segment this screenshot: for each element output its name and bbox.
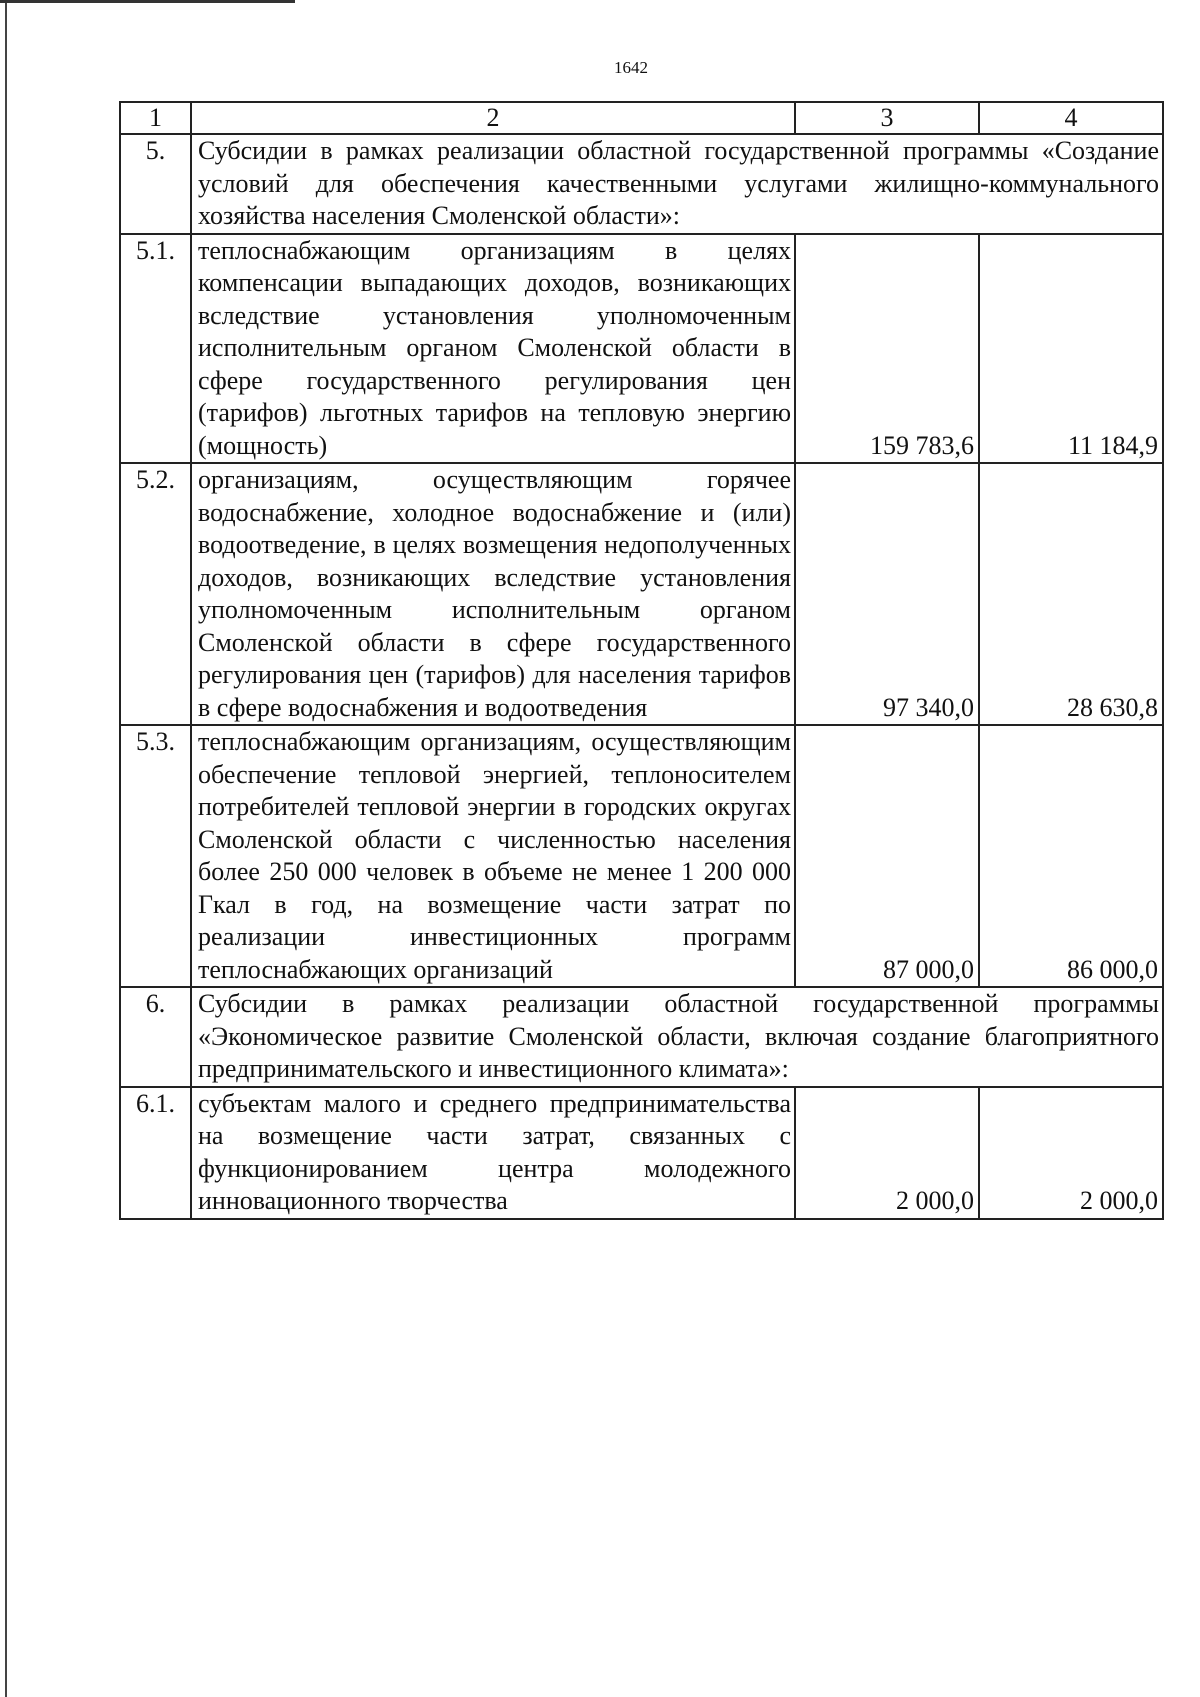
- row-description: субъектам малого и среднего предпринимательства на возмещение части затрат, связанных с функционированием центра молодежного инновационного творчества: [191, 1087, 795, 1219]
- row-section-title: Субсидии в рамках реализации областной государственной программы «Создание условий для обеспечения качественными услугами жилищно-коммунального хозяйства населения Смоленской области»:: [191, 134, 1163, 234]
- row-number: 5.3.: [120, 725, 191, 987]
- table-header-row: [120, 102, 1163, 134]
- table-row: [120, 134, 1163, 234]
- header-col-2: 2: [191, 102, 795, 134]
- row-value-col3: 2 000,0: [795, 1087, 979, 1219]
- subsidies-table: [119, 101, 1164, 1220]
- row-value-col3: 87 000,0: [795, 725, 979, 987]
- header-col-1: 1: [120, 102, 191, 134]
- row-description: теплоснабжающим организациям, осуществляющим обеспечение тепловой энергией, теплоносителем потребителей тепловой энергии в городских округах Смоленской области с численностью населения более 250 000 человек в объеме не менее 1 200 000 Гкал в год, на возмещение части затрат по реализации инвестиционных программ теплоснабжающих организаций: [191, 725, 795, 987]
- table-row: [120, 987, 1163, 1087]
- page-number: 1642: [614, 58, 648, 77]
- row-value-col3: 97 340,0: [795, 463, 979, 725]
- row-value-col3: 159 783,6: [795, 234, 979, 464]
- row-value-col4: 28 630,8: [979, 463, 1163, 725]
- header-col-4: 4: [979, 102, 1163, 134]
- row-value-col4: 2 000,0: [979, 1087, 1163, 1219]
- row-description: теплоснабжающим организациям в целях компенсации выпадающих доходов, возникающих вследствие установления уполномоченным исполнительным органом Смоленской области в сфере государственного регулирования цен (тарифов) льготных тарифов на тепловую энергию (мощность): [191, 234, 795, 464]
- table-row: [120, 463, 1163, 725]
- row-value-col4: 86 000,0: [979, 725, 1163, 987]
- scan-edge-left: [5, 0, 7, 1697]
- scan-edge-top: [0, 0, 295, 3]
- row-number: 6.: [120, 987, 191, 1087]
- table-row: [120, 1087, 1163, 1219]
- table-row: [120, 725, 1163, 987]
- table-row: [120, 234, 1163, 464]
- row-section-title: Субсидии в рамках реализации областной государственной программы «Экономическое развитие Смоленской области, включая создание благоприятного предпринимательского и инвестиционного климата»:: [191, 987, 1163, 1087]
- row-number: 6.1.: [120, 1087, 191, 1219]
- row-description: организациям, осуществляющим горячее водоснабжение, холодное водоснабжение и (или) водоотведение, в целях возмещения недополученных доходов, возникающих вследствие установления уполномоченным исполнительным органом Смоленской области в сфере государственного регулирования цен (тарифов) для населения тарифов в сфере водоснабжения и водоотведения: [191, 463, 795, 725]
- header-col-3: 3: [795, 102, 979, 134]
- row-value-col4: 11 184,9: [979, 234, 1163, 464]
- row-number: 5.: [120, 134, 191, 234]
- row-number: 5.2.: [120, 463, 191, 725]
- row-number: 5.1.: [120, 234, 191, 464]
